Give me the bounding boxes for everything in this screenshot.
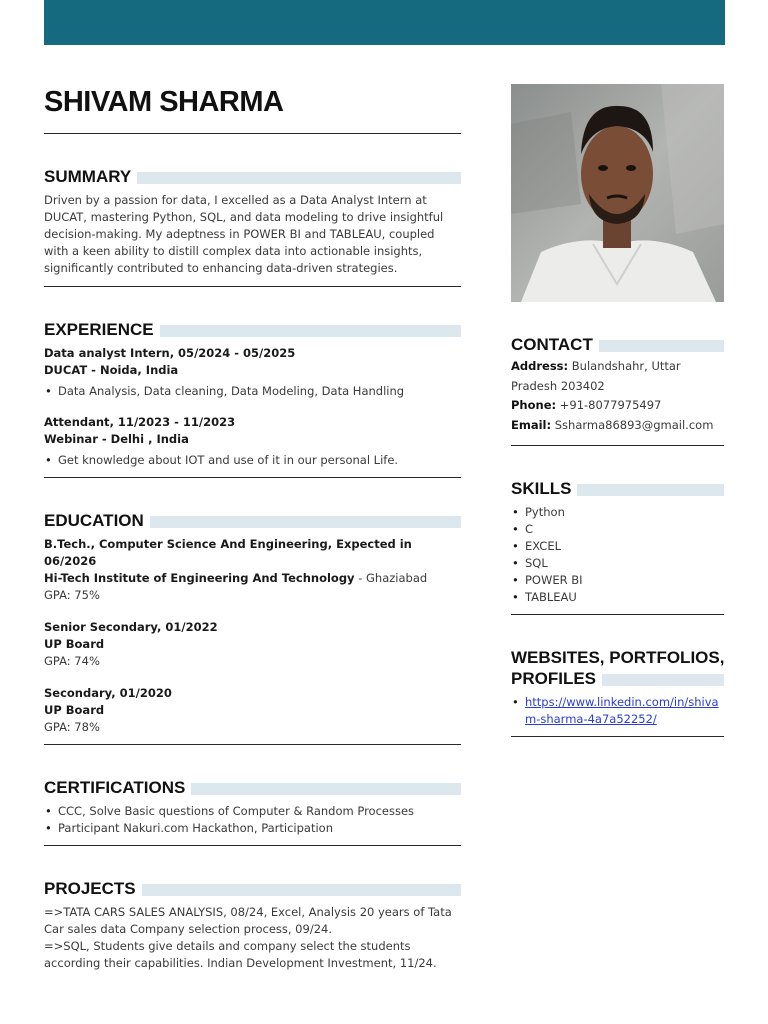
experience-item [44,345,461,400]
school-location: - Ghaziabad [354,571,428,585]
address-label: Address: [511,359,569,373]
experience-title: EXPERIENCE [44,320,154,339]
section-band [160,325,461,337]
skill-item: • EXCEL [511,538,724,555]
certifications-heading [44,777,461,798]
education-dates: , Expected in 06/2026 [44,537,412,568]
project-line: =>TATA CARS SALES ANALYSIS, 08/24, Excel, Analysis 20 years of Tata Car sales data Company selection process, 09/24. [44,905,452,936]
contact-heading [511,334,724,355]
skill-item: • TABLEAU [511,589,724,606]
job-dates: , 11/2023 - 11/2023 [109,415,236,429]
linkedin-link[interactable]: https://www.linkedin.com/in/shivam-sharma-4a7a52252/ [525,695,719,726]
education-dates: , 01/2020 [111,686,172,700]
websites-list [511,694,724,728]
divider [44,845,461,846]
summary-heading [44,166,461,187]
skills-heading [511,478,724,499]
experience-item [44,414,461,469]
email-label: Email: [511,417,552,432]
education-heading [44,510,461,531]
job-role: Data analyst Intern [44,346,170,360]
skill-item: • POWER BI [511,572,724,589]
phone-label: Phone: [511,398,557,412]
section-band [599,340,724,352]
section-band [577,484,724,496]
job-organization: Webinar - Delhi , India [44,432,189,446]
job-organization: DUCAT - Noida, India [44,363,179,377]
side-column [511,84,724,737]
skill-item: • SQL [511,555,724,572]
divider [44,286,461,287]
divider [44,744,461,745]
phone-value: +91-8077975497 [556,398,662,412]
certifications-title: CERTIFICATIONS [44,778,186,797]
gpa: GPA: 75% [44,588,100,602]
main-column [44,84,461,972]
person-photo-illustration [511,84,724,302]
certification-item: • CCC, Solve Basic questions of Computer & Random Processes [44,803,461,820]
candidate-name: SHIVAM SHARMA [44,86,284,118]
degree: Senior Secondary [44,620,158,634]
education-item [44,685,461,736]
websites-title-line1: WEBSITES, PORTFOLIOS, [511,648,725,667]
section-band [602,674,724,686]
divider [511,614,724,615]
gpa: GPA: 78% [44,720,100,734]
education-title: EDUCATION [44,511,144,530]
job-bullet: • Get knowledge about IOT and use of it in our personal Life. [44,452,461,469]
profile-photo [511,84,724,302]
certification-item: • Participant Nakuri.com Hackathon, Participation [44,820,461,837]
websites-title-line2: PROFILES [511,669,597,688]
projects-text [44,904,461,972]
contact-details [511,357,724,435]
education-dates: , 01/2022 [157,620,218,634]
section-band [191,783,461,795]
projects-title: PROJECTS [44,879,136,898]
section-band [137,172,461,184]
job-role: Attendant [44,415,110,429]
address-value: Bulandshahr, Uttar Pradesh 203402 [511,359,681,393]
degree: Secondary [44,686,112,700]
header-bar [44,0,725,45]
education-item [44,536,461,604]
websites-heading [511,647,724,689]
experience-heading [44,319,461,340]
gpa: GPA: 74% [44,654,100,668]
degree: B.Tech., Computer Science And Engineering [44,537,328,551]
education-item [44,619,461,670]
email-value: Ssharma86893@gmail.com [551,417,714,432]
section-band [150,516,461,528]
skills-list [511,504,724,606]
certifications-list [44,803,461,837]
skills-title: SKILLS [511,479,572,498]
school: Hi-Tech Institute of Engineering And Technology [44,571,355,585]
website-item [511,694,724,728]
divider [44,477,461,478]
project-line: =>SQL, Students give details and company select the students according their capabilities. Indian Development Investment, 11/24. [44,939,437,970]
school: UP Board [44,637,105,651]
section-band [142,884,461,896]
job-dates: , 05/2024 - 05/2025 [169,346,296,360]
job-bullet: • Data Analysis, Data cleaning, Data Modeling, Data Handling [44,383,461,400]
skill-item: • Python [511,504,724,521]
summary-title: SUMMARY [44,167,132,186]
projects-heading [44,878,461,899]
divider [44,133,461,134]
contact-title: CONTACT [511,335,593,354]
divider [511,445,724,446]
summary-text: Driven by a passion for data, I excelled as a Data Analyst Intern at DUCAT, mastering Python, SQL, and data modeling to drive insightful decision-making. My adeptness in POWER BI and TABLEAU, coupled with a keen ability to distill complex data into actionable insights, significantly contributed to enhancing data-driven strategies. [44,193,444,275]
skill-item: • C [511,521,724,538]
school: UP Board [44,703,105,717]
divider [511,736,724,737]
